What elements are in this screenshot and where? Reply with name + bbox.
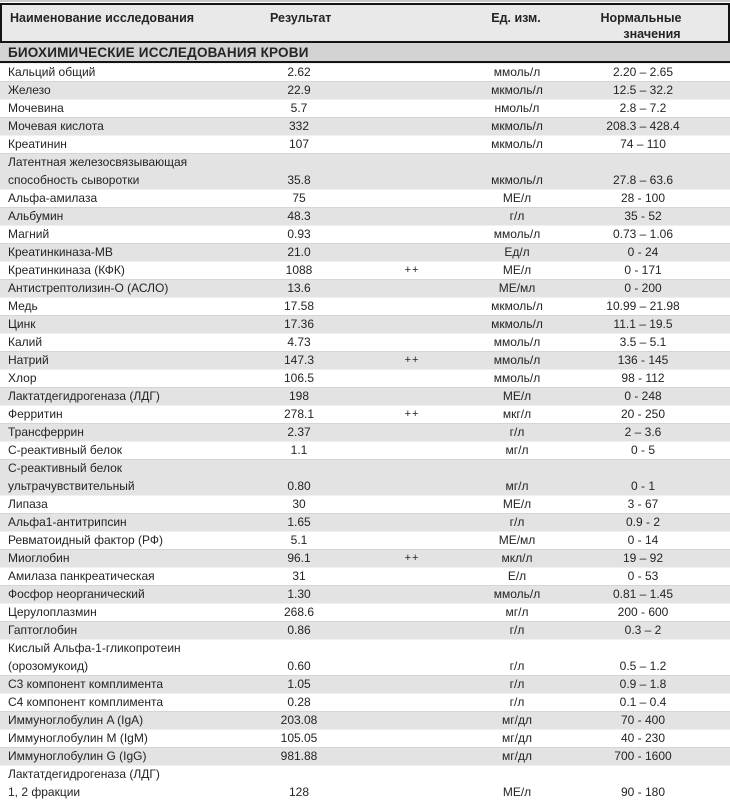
test-result: 30 [292, 497, 306, 511]
test-normal: 2.8 – 7.2 [619, 101, 667, 115]
test-result: 1.65 [287, 515, 311, 529]
table-row [0, 189, 730, 207]
test-normal: 98 - 112 [621, 371, 665, 385]
test-normal: 3.5 – 5.1 [619, 335, 667, 349]
test-normal: 20 - 250 [620, 407, 666, 421]
test-result: 96.1 [287, 551, 311, 565]
test-units: мг/дл [502, 713, 532, 727]
test-normal: 28 - 100 [620, 191, 666, 205]
test-normal: 0 - 5 [630, 443, 655, 457]
test-name: С3 компонент комплимента [8, 677, 164, 691]
test-result: 332 [288, 119, 310, 133]
test-normal: 0 - 171 [624, 263, 662, 277]
test-name: Миоглобин [8, 551, 70, 565]
test-units: мг/дл [502, 731, 532, 745]
test-name: Мочевина [8, 101, 64, 115]
table-row [0, 351, 730, 369]
test-result: 22.9 [287, 83, 311, 97]
test-name: Иммуноглобулин M (IgM) [8, 731, 148, 745]
test-units: ммоль/л [493, 227, 541, 241]
test-result: 2.37 [287, 425, 311, 439]
column-header-name: Наименование исследования [10, 11, 195, 25]
test-name: Антистрептолизин-О (АСЛО) [8, 281, 169, 295]
test-result: 17.36 [283, 317, 315, 331]
column-header-normal-line1: Нормальные [600, 11, 682, 25]
section-header: БИОХИМИЧЕСКИЕ ИССЛЕДОВАНИЯ КРОВИ [0, 43, 730, 63]
test-result: 203.08 [280, 713, 318, 727]
column-header-units: Ед. изм. [491, 11, 541, 25]
test-normal: 0 - 200 [624, 281, 662, 295]
table-row [0, 423, 730, 441]
test-name: Креатинин [8, 137, 67, 151]
table-row [0, 279, 730, 297]
test-result: 31 [292, 569, 306, 583]
test-name: Железо [8, 83, 51, 97]
test-normal: 0 - 53 [627, 569, 659, 583]
test-units: мкмоль/л [491, 83, 543, 97]
test-result: 4.73 [287, 335, 311, 349]
test-units: нмоль/л [494, 101, 540, 115]
test-name: Латентная железосвязывающая способность сыворотки [8, 155, 188, 187]
table-row [0, 243, 730, 261]
test-units: мкмоль/л [491, 119, 543, 133]
test-result: 0.86 [287, 623, 311, 637]
test-result: 13.6 [287, 281, 311, 295]
test-name: С-реактивный белок ультрачувствительный [8, 461, 135, 493]
test-result: 1088 [285, 263, 313, 277]
test-name: С-реактивный белок [8, 443, 123, 457]
test-units: мг/л [505, 605, 529, 619]
table-row [0, 315, 730, 333]
test-normal: 90 - 180 [620, 785, 666, 799]
test-normal: 40 - 230 [620, 731, 666, 745]
test-name: Лактатдегидрогеназа (ЛДГ) [8, 389, 160, 403]
test-name: Мочевая кислота [8, 119, 104, 133]
test-units: ммоль/л [493, 353, 541, 367]
table-row [0, 639, 730, 675]
test-name: Фосфор неорганический [8, 587, 145, 601]
test-units: МЕ/мл [498, 281, 536, 295]
test-normal: 0.1 – 0.4 [619, 695, 667, 709]
test-normal: 10.99 – 21.98 [606, 299, 680, 313]
test-result: 1.05 [287, 677, 311, 691]
table-row [0, 81, 730, 99]
table-row [0, 513, 730, 531]
test-result: 107 [288, 137, 310, 151]
test-result: 21.0 [287, 245, 311, 259]
table-row [0, 135, 730, 153]
test-flag: ++ [404, 264, 420, 276]
test-normal: 0.9 – 1.8 [619, 677, 667, 691]
test-units: мкмоль/л [491, 173, 543, 187]
test-units: г/л [509, 425, 525, 439]
table-row [0, 63, 730, 81]
test-units: г/л [509, 515, 525, 529]
table-row [0, 261, 730, 279]
test-units: г/л [509, 677, 525, 691]
test-result: 105.05 [280, 731, 318, 745]
test-name: Альбумин [8, 209, 64, 223]
test-units: МЕ/мл [498, 533, 536, 547]
test-result: 0.28 [287, 695, 311, 709]
test-units: Ед/л [504, 245, 530, 259]
test-normal: 27.8 – 63.6 [612, 173, 674, 187]
test-units: г/л [509, 623, 525, 637]
table-row [0, 567, 730, 585]
column-header-normal-line2: значения [623, 27, 681, 41]
test-flag: ++ [404, 354, 420, 366]
test-units: мкмоль/л [491, 137, 543, 151]
test-result: 106.5 [283, 371, 315, 385]
table-row [0, 405, 730, 423]
test-name: Ферритин [8, 407, 63, 421]
test-name: Липаза [8, 497, 48, 511]
test-normal: 700 - 1600 [614, 749, 672, 763]
table-row [0, 99, 730, 117]
test-result: 5.7 [290, 101, 308, 115]
table-row [0, 747, 730, 765]
test-name: Гаптоглобин [8, 623, 78, 637]
test-normal: 0 - 1 [630, 479, 655, 493]
test-name: Хлор [8, 371, 37, 385]
test-name: Медь [8, 299, 38, 313]
test-units: ммоль/л [493, 371, 541, 385]
table-header-row [0, 3, 730, 43]
test-result: 1.30 [287, 587, 311, 601]
scan-edge-line [0, 0, 730, 2]
test-name: С4 компонент комплимента [8, 695, 164, 709]
test-units: мкмоль/л [491, 317, 543, 331]
test-result: 278.1 [283, 407, 315, 421]
test-result: 981.88 [280, 749, 318, 763]
test-name: Кислый Альфа-1-гликопротеин (орозомукоид) [8, 641, 181, 673]
test-units: МЕ/л [502, 389, 532, 403]
test-normal: 0.73 – 1.06 [612, 227, 674, 241]
test-name: Цинк [8, 317, 36, 331]
test-name: Альфа-амилаза [8, 191, 98, 205]
test-normal: 200 - 600 [617, 605, 669, 619]
test-normal: 0.5 – 1.2 [619, 659, 667, 673]
test-result: 5.1 [290, 533, 308, 547]
test-normal: 11.1 – 19.5 [613, 317, 673, 331]
test-name: Лактатдегидрогеназа (ЛДГ) 1, 2 фракции [8, 767, 160, 799]
test-units: мкмоль/л [491, 299, 543, 313]
test-normal: 70 - 400 [620, 713, 666, 727]
table-row [0, 333, 730, 351]
test-units: МЕ/л [502, 191, 532, 205]
test-result: 198 [288, 389, 310, 403]
test-name: Иммуноглобулин G (IgG) [8, 749, 147, 763]
test-result: 48.3 [287, 209, 311, 223]
test-units: мг/дл [502, 749, 532, 763]
test-normal: 0 - 248 [624, 389, 662, 403]
test-name: Ревматоидный фактор (РФ) [8, 533, 164, 547]
test-normal: 0.9 - 2 [625, 515, 661, 529]
test-units: ммоль/л [493, 587, 541, 601]
test-name: Калий [8, 335, 43, 349]
test-result: 0.93 [287, 227, 311, 241]
test-result: 1.1 [290, 443, 308, 457]
test-name: Кальций общий [8, 65, 96, 79]
test-normal: 0 - 14 [627, 533, 659, 547]
test-result: 75 [292, 191, 306, 205]
test-units: мг/л [505, 443, 529, 457]
test-result: 147.3 [283, 353, 315, 367]
test-normal: 19 – 92 [622, 551, 664, 565]
test-units: ммоль/л [493, 335, 541, 349]
test-normal: 0 - 24 [627, 245, 659, 259]
table-body [0, 63, 730, 801]
table-row [0, 549, 730, 567]
table-row [0, 225, 730, 243]
test-normal: 3 - 67 [627, 497, 659, 511]
test-units: мкг/л [502, 407, 532, 421]
test-normal: 12.5 – 32.2 [612, 83, 674, 97]
table-row [0, 675, 730, 693]
test-name: Креатинкиназа (КФК) [8, 263, 125, 277]
table-row [0, 603, 730, 621]
test-units: МЕ/л [502, 263, 532, 277]
test-normal: 136 - 145 [617, 353, 669, 367]
test-units: мг/л [505, 479, 529, 493]
test-result: 2.62 [287, 65, 311, 79]
test-flag: ++ [404, 552, 420, 564]
test-name: Альфа1-антитрипсин [8, 515, 127, 529]
test-result: 0.60 [287, 659, 311, 673]
test-normal: 2 – 3.6 [624, 425, 662, 439]
table-row [0, 207, 730, 225]
test-normal: 2.20 – 2.65 [612, 65, 674, 79]
test-units: г/л [509, 209, 525, 223]
test-name: Церулоплазмин [8, 605, 97, 619]
table-row [0, 729, 730, 747]
test-name: Натрий [8, 353, 49, 367]
test-result: 128 [288, 785, 310, 799]
table-row [0, 297, 730, 315]
table-row [0, 693, 730, 711]
test-result: 268.6 [283, 605, 315, 619]
test-name: Креатинкиназа-МВ [8, 245, 113, 259]
column-header-result: Результат [270, 11, 332, 25]
table-row [0, 585, 730, 603]
table-row [0, 531, 730, 549]
test-units: МЕ/л [502, 497, 532, 511]
test-flag: ++ [404, 408, 420, 420]
table-row [0, 153, 730, 189]
table-row [0, 495, 730, 513]
column-header-normal [556, 5, 726, 42]
test-units: ммоль/л [493, 65, 541, 79]
test-units: Е/л [507, 569, 527, 583]
table-row [0, 711, 730, 729]
test-normal: 0.81 – 1.45 [612, 587, 674, 601]
test-units: г/л [509, 695, 525, 709]
table-row [0, 621, 730, 639]
table-row [0, 369, 730, 387]
test-normal: 74 – 110 [620, 137, 666, 151]
table-row [0, 459, 730, 495]
test-name: Иммуноглобулин A (IgA) [8, 713, 144, 727]
table-row [0, 441, 730, 459]
test-result: 0.80 [287, 479, 311, 493]
table-row [0, 117, 730, 135]
test-units: мкл/л [501, 551, 533, 565]
test-normal: 0.3 – 2 [624, 623, 662, 637]
test-name: Магний [8, 227, 50, 241]
test-result: 35.8 [287, 173, 311, 187]
test-name: Амилаза панкреатическая [8, 569, 155, 583]
test-normal: 35 - 52 [624, 209, 662, 223]
table-row [0, 387, 730, 405]
test-units: г/л [509, 659, 525, 673]
test-normal: 208.3 – 428.4 [606, 119, 680, 133]
test-result: 17.58 [283, 299, 315, 313]
test-units: МЕ/л [502, 785, 532, 799]
test-name: Трансферрин [8, 425, 84, 439]
table-row [0, 765, 730, 801]
